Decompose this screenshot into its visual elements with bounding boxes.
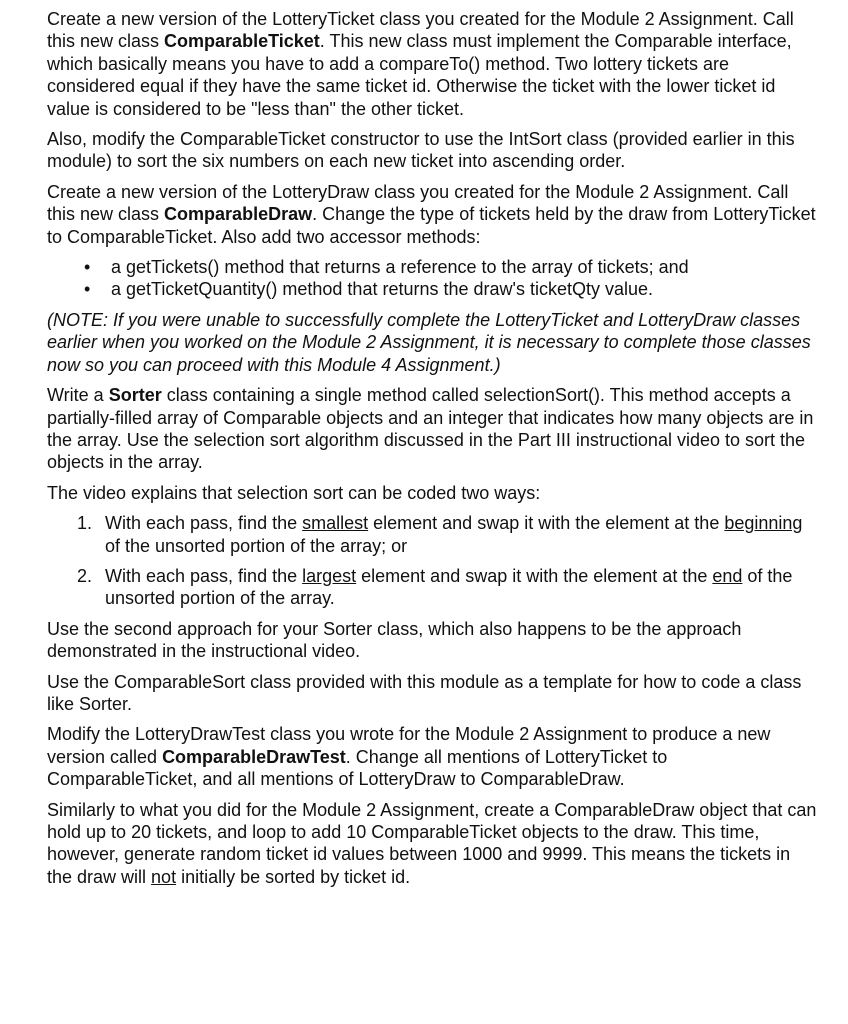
text: class containing a single method called selectionSort(). This method accepts a partially-filled array of Comparable objects and an integer that indicates how many objects are in the array. Use the selection sort algorithm discussed in the Part III instructional video to sort the objects in the array.	[47, 385, 814, 473]
text: With each pass, find the	[105, 513, 303, 534]
text: element and swap it with the element at the	[368, 513, 725, 534]
underlined-text: beginning	[724, 513, 803, 534]
note-paragraph: (NOTE: If you were unable to successfully complete the LotteryTicket and LotteryDraw classes earlier when you worked on the Module 2 Assignment, it is necessary to complete those classes now so you can proceed with this Module 4 Assignment.)	[47, 309, 811, 375]
list-item	[47, 512, 820, 557]
text: . Change the type of tickets held by the draw from LotteryTicket to ComparableTicket. Also add two accessor methods:	[47, 204, 816, 247]
text: element and swap it with the element at the	[356, 565, 713, 586]
text: . Change all mentions of LotteryTicket to ComparableTicket, and all mentions of LotteryDraw to ComparableDraw.	[47, 746, 668, 790]
paragraph-two-ways: The video explains that selection sort can be coded two ways:	[47, 482, 541, 503]
text: With each pass, find the	[105, 565, 303, 586]
text: Create a new version of the LotteryTicket class you created for the Module 2 Assignment. Call this new class	[47, 9, 794, 52]
class-name-sorter: Sorter	[108, 385, 162, 406]
text: initially be sorted by ticket id.	[176, 866, 411, 887]
paragraph-sorter	[47, 384, 820, 474]
class-name-comparable-draw: ComparableDraw	[164, 204, 313, 225]
list-number: 1.	[77, 513, 93, 534]
text: Create a new version of the LotteryDraw class you created for the Module 2 Assignment. Call this new class	[47, 181, 789, 225]
paragraph-constructor: Also, modify the ComparableTicket constructor to use the IntSort class (provided earlier in this module) to sort the six numbers on each new ticket into ascending order.	[47, 129, 795, 172]
list-item	[47, 565, 820, 610]
paragraph-draw-test	[47, 723, 820, 790]
text: of the unsorted portion of the array; or	[105, 535, 408, 556]
selection-sort-approaches-list	[47, 512, 820, 610]
paragraph-comparable-ticket	[47, 8, 820, 120]
list-item	[47, 278, 820, 300]
accessor-methods-list	[47, 256, 820, 301]
underlined-text: not	[151, 866, 177, 887]
underlined-text: smallest	[302, 513, 369, 534]
list-item-text: a getTickets() method that returns a reference to the array of tickets; and	[111, 257, 689, 278]
class-name-comparable-draw-test: ComparableDrawTest	[162, 746, 346, 767]
list-number: 2.	[77, 565, 93, 586]
text: Write a	[47, 385, 109, 406]
text: Modify the LotteryDrawTest class you wrote for the Module 2 Assignment to produce a new version called	[47, 724, 771, 767]
class-name-comparable-ticket: ComparableTicket	[164, 31, 320, 52]
underlined-text: largest	[302, 565, 357, 586]
paragraph-random-ids	[47, 799, 820, 889]
text: Similarly to what you did for the Module 2 Assignment, create a ComparableDraw object that can hold up to 20 tickets, and loop to add 10 ComparableTicket objects to the draw. This time, however, generate random ticket id values between 1000 and 9999. This means the tickets in the draw will	[47, 799, 817, 887]
text: of the unsorted portion of the array.	[105, 565, 793, 609]
paragraph-second-approach: Use the second approach for your Sorter class, which also happens to be the approach demonstrated in the instructional video.	[47, 618, 742, 662]
paragraph-template: Use the ComparableSort class provided with this module as a template for how to code a class like Sorter.	[47, 671, 802, 714]
list-item	[47, 256, 820, 278]
bullet-icon: •	[84, 279, 91, 300]
bullet-icon: •	[84, 257, 91, 278]
text: . This new class must implement the Comparable interface, which basically means you have to add a compareTo() method. Two lottery tickets are considered equal if they have the same ticket id. Otherwise the ticket with the lower ticket id value is considered to be "less than" the other ticket.	[47, 31, 792, 119]
underlined-text: end	[712, 565, 743, 586]
paragraph-comparable-draw	[47, 181, 820, 248]
list-item-text: a getTicketQuantity() method that returns the draw's ticketQty value.	[111, 279, 654, 300]
